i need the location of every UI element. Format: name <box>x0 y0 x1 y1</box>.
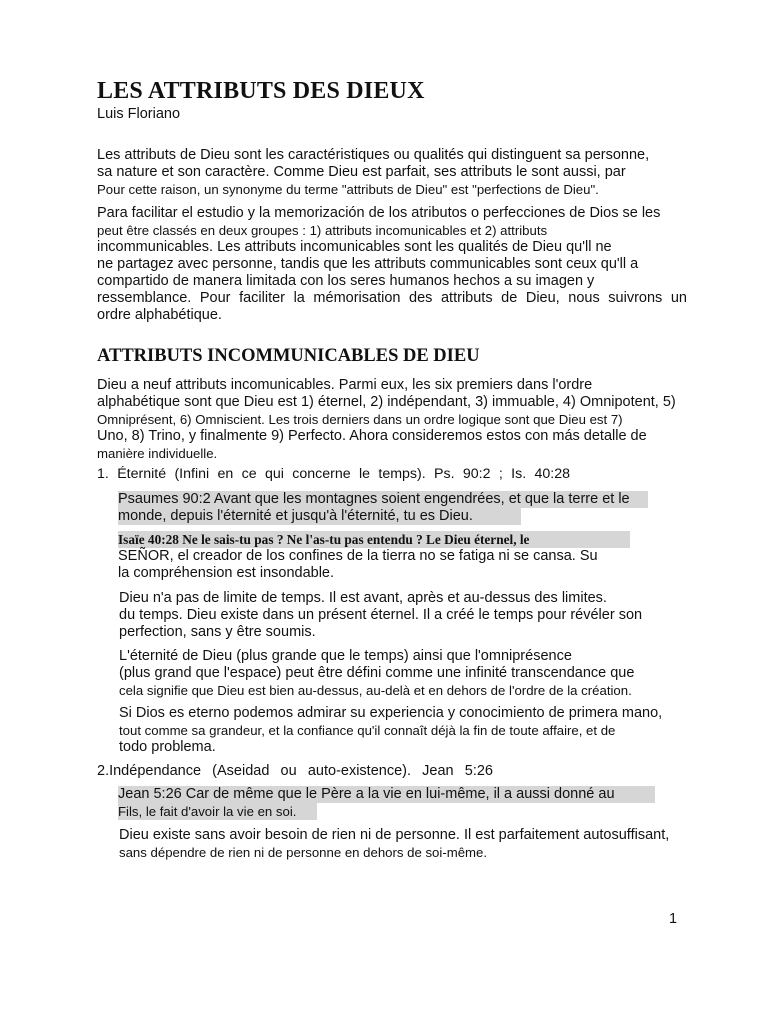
paragraph-line: compartido de manera limitada con los seres humanos hechos a su imagen y <box>97 273 595 289</box>
attribute-heading-independence: 2.Indépendance (Aseidad ou auto-existence). Jean 5:26 <box>97 763 493 779</box>
paragraph-line: ressemblance. Pour faciliter la mémorisation des attributs de Dieu, nous suivrons un <box>97 290 687 306</box>
quote-john-5-26 <box>118 786 655 820</box>
attribute-heading-eternity: 1. Éternité (Infini en ce qui concerne le temps). Ps. 90:2 ; Is. 40:28 <box>97 466 570 482</box>
paragraph-line: ordre alphabétique. <box>97 307 222 323</box>
quote-isaiah-40-28 <box>118 531 630 582</box>
paragraph-line: Dieu existe sans avoir besoin de rien ni de personne. Il est parfaitement autosuffisant, <box>119 827 670 843</box>
paragraph-line: Dieu n'a pas de limite de temps. Il est avant, après et au-dessus des limites. <box>119 590 607 606</box>
paragraph-line: alphabétique sont que Dieu est 1) éternel, 2) indépendant, 3) immuable, 4) Omnipotent, 5) <box>97 394 676 410</box>
paragraph-line: ne partagez avec personne, tandis que les attributs communicables sont ceux qu'll a <box>97 256 639 272</box>
paragraph-line: (plus grand que l'espace) peut être défini comme une infinité transcendance que <box>119 665 635 681</box>
page-number: 1 <box>669 911 678 927</box>
paragraph-line: Si Dios es eterno podemos admirar su experiencia y conocimiento de primera mano, <box>119 705 663 721</box>
paragraph-line: incommunicables. Les attributs incomunicables sont les qualités de Dieu qu'll ne <box>97 239 612 255</box>
paragraph-line: peut être classés en deux groupes : 1) attributs incomunicables et 2) attributs <box>97 223 548 238</box>
quote-line: Fils, le fait d'avoir la vie en soi. <box>118 803 317 820</box>
intro-line: sa nature et son caractère. Comme Dieu est parfait, ses attributs le sont aussi, par <box>97 164 626 180</box>
quote-line: SEÑOR, el creador de los confines de la tierra no se fatiga ni se cansa. Su <box>118 548 598 564</box>
intro-line: Pour cette raison, un synonyme du terme "attributs de Dieu" est "perfections de Dieu". <box>97 182 599 197</box>
intro-paragraph <box>97 147 687 198</box>
body-time-paragraph <box>119 590 709 641</box>
quote-line: Isaïe 40:28 Ne le sais-tu pas ? Ne l'as-tu pas entendu ? Le Dieu éternel, le <box>118 531 630 548</box>
paragraph-line: du temps. Dieu existe dans un présent éternel. Il a créé le temps pour révéler son <box>119 607 643 623</box>
paragraph-line: todo problema. <box>119 739 216 755</box>
quote-psalm-90-2 <box>118 491 648 525</box>
paragraph-line: perfection, sans y être soumis. <box>119 624 316 640</box>
paragraph-line: manière individuelle. <box>97 446 218 461</box>
intro-line: Les attributs de Dieu sont les caractéristiques ou qualités qui distinguent sa personne, <box>97 147 650 163</box>
quote-line: la compréhension est insondable. <box>118 565 335 581</box>
quote-line: Jean 5:26 Car de même que le Père a la vie en lui-même, il a aussi donné au <box>118 786 655 803</box>
paragraph-line: Para facilitar el estudio y la memorización de los atributos o perfecciones de Dios se les <box>97 205 661 221</box>
page-title: LES ATTRIBUTS DES DIEUX <box>97 78 425 104</box>
body-eternity-paragraph <box>119 648 709 699</box>
paragraph-line: cela signifie que Dieu est bien au-dessus, au-delà et en dehors de l'ordre de la création. <box>119 683 632 698</box>
paragraph-line: Uno, 8) Trino, y finalmente 9) Perfecto. Ahora consideremos estos con más detalle de <box>97 428 647 444</box>
classification-paragraph <box>97 205 687 324</box>
quote-line: Psaumes 90:2 Avant que les montagnes soient engendrées, et que la terre et le <box>118 491 648 508</box>
quote-line: monde, depuis l'éternité et jusqu'à l'éternité, tu es Dieu. <box>118 508 521 525</box>
section-heading: ATTRIBUTS INCOMMUNICABLES DE DIEU <box>97 346 480 366</box>
body-independence-paragraph <box>119 827 709 861</box>
author-name: Luis Floriano <box>97 106 181 122</box>
paragraph-line: Dieu a neuf attributs incomunicables. Parmi eux, les six premiers dans l'ordre <box>97 377 593 393</box>
paragraph-line: Omniprésent, 6) Omniscient. Les trois derniers dans un ordre logique sont que Dieu est 7) <box>97 412 623 427</box>
paragraph-line: sans dépendre de rien ni de personne en dehors de soi-même. <box>119 845 488 860</box>
paragraph-line: tout comme sa grandeur, et la confiance qu'il connaît déjà la fin de toute affaire, et de <box>119 723 616 738</box>
paragraph-line: L'éternité de Dieu (plus grande que le temps) ainsi que l'omniprésence <box>119 648 572 664</box>
body-eternal-paragraph <box>119 705 709 756</box>
section-intro-paragraph <box>97 377 697 462</box>
